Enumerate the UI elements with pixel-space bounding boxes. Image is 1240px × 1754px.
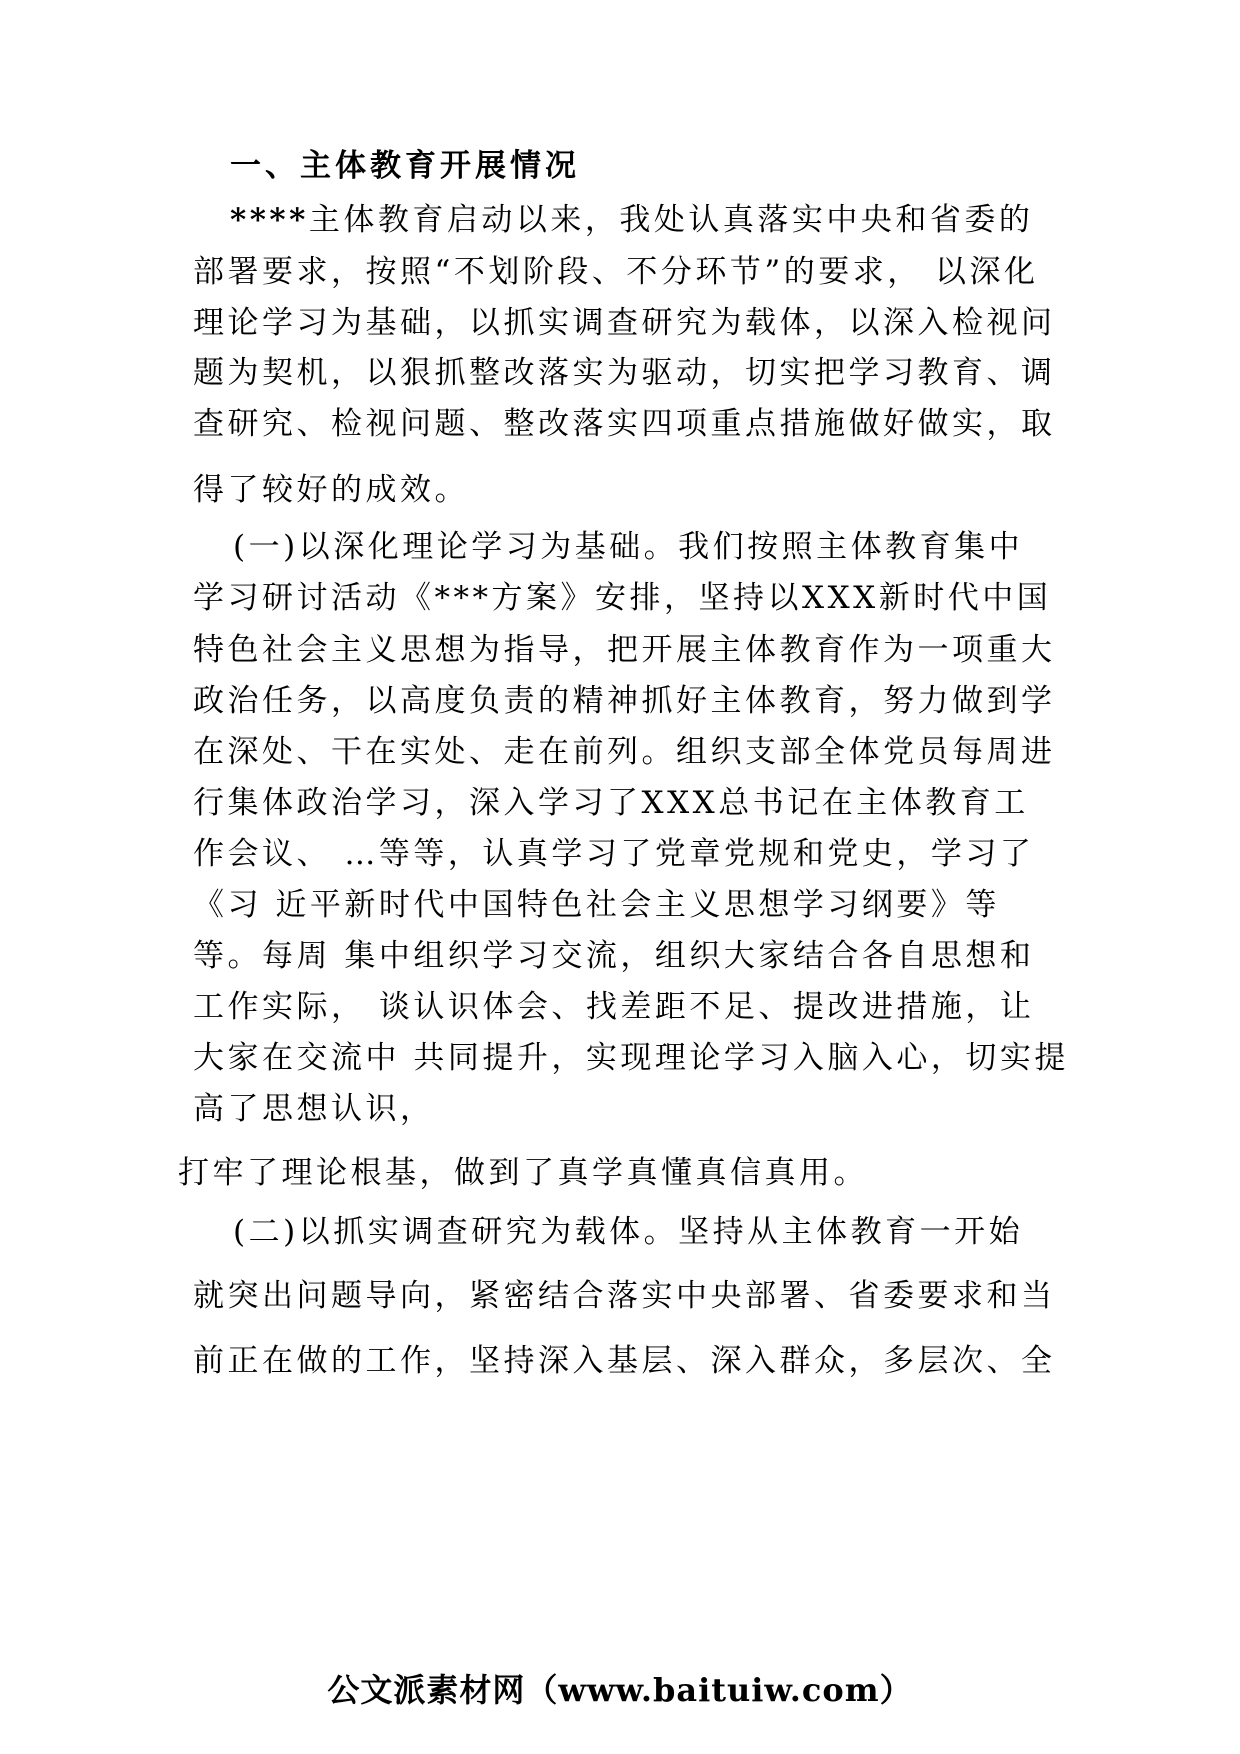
section-heading: 一、主体教育开展情况 [230, 148, 580, 184]
paragraph-line: 理论学习为基础，以抓实调查研究为载体，以深入检视问 [193, 305, 1056, 341]
paragraph-line: 《习 近平新时代中国特色社会主义思想学习纲要》等 [193, 887, 1000, 923]
paragraph-line: 学习研讨活动《***方案》安排，坚持以XXX新时代中国 [193, 580, 1052, 616]
paragraph-line: 部署要求，按照“不划阶段、不分环节”的要求， 以深化 [193, 254, 1039, 290]
footer-watermark: 公文派素材网（www.baituiw.com） [327, 1671, 913, 1709]
paragraph-line: 在深处、干在实处、走在前列。组织支部全体党员每周进 [193, 734, 1056, 770]
paragraph-line: 打牢了理论根基，做到了真学真懂真信真用。 [178, 1155, 868, 1191]
paragraph-line: 政治任务，以高度负责的精神抓好主体教育，努力做到学 [193, 683, 1056, 719]
paragraph-line: 题为契机，以狠抓整改落实为驱动，切实把学习教育、调 [193, 355, 1056, 391]
paragraph-line: 高了思想认识， [193, 1091, 435, 1127]
paragraph-line: 工作实际， 谈认识体会、找差距不足、提改进措施，让 [193, 989, 1035, 1025]
paragraph-line: 特色社会主义思想为指导，把开展主体教育作为一项重大 [193, 632, 1056, 668]
paragraph-line [230, 200, 1033, 240]
paragraph-line: 就突出问题导向，紧密结合落实中央部署、省委要求和当 [193, 1278, 1056, 1314]
paragraph-line: (一)以深化理论学习为基础。我们按照主体教育集中 [233, 529, 1024, 565]
paragraph-text: 主体教育启动以来，我处认真落实中央和省委的 [308, 202, 1034, 238]
paragraph-line: 大家在交流中 共同提升，实现理论学习入脑入心，切实提 [193, 1040, 1069, 1076]
paragraph-line: 得了较好的成效。 [193, 472, 469, 508]
paragraph-line: 行集体政治学习，深入学习了XXX总书记在主体教育工 [193, 785, 1029, 821]
paragraph-line: 等。每周 集中组织学习交流，组织大家结合各自思想和 [193, 938, 1035, 974]
paragraph-line: 作会议、 …等等，认真学习了党章党规和党史，学习了 [193, 836, 1035, 872]
paragraph-line: 前正在做的工作，坚持深入基层、深入群众，多层次、全 [193, 1343, 1056, 1379]
bold-lead: **** [230, 202, 309, 238]
paragraph-line: 查研究、检视问题、整改落实四项重点措施做好做实，取 [193, 406, 1056, 442]
paragraph-line: (二)以抓实调查研究为载体。坚持从主体教育一开始 [233, 1214, 1024, 1250]
